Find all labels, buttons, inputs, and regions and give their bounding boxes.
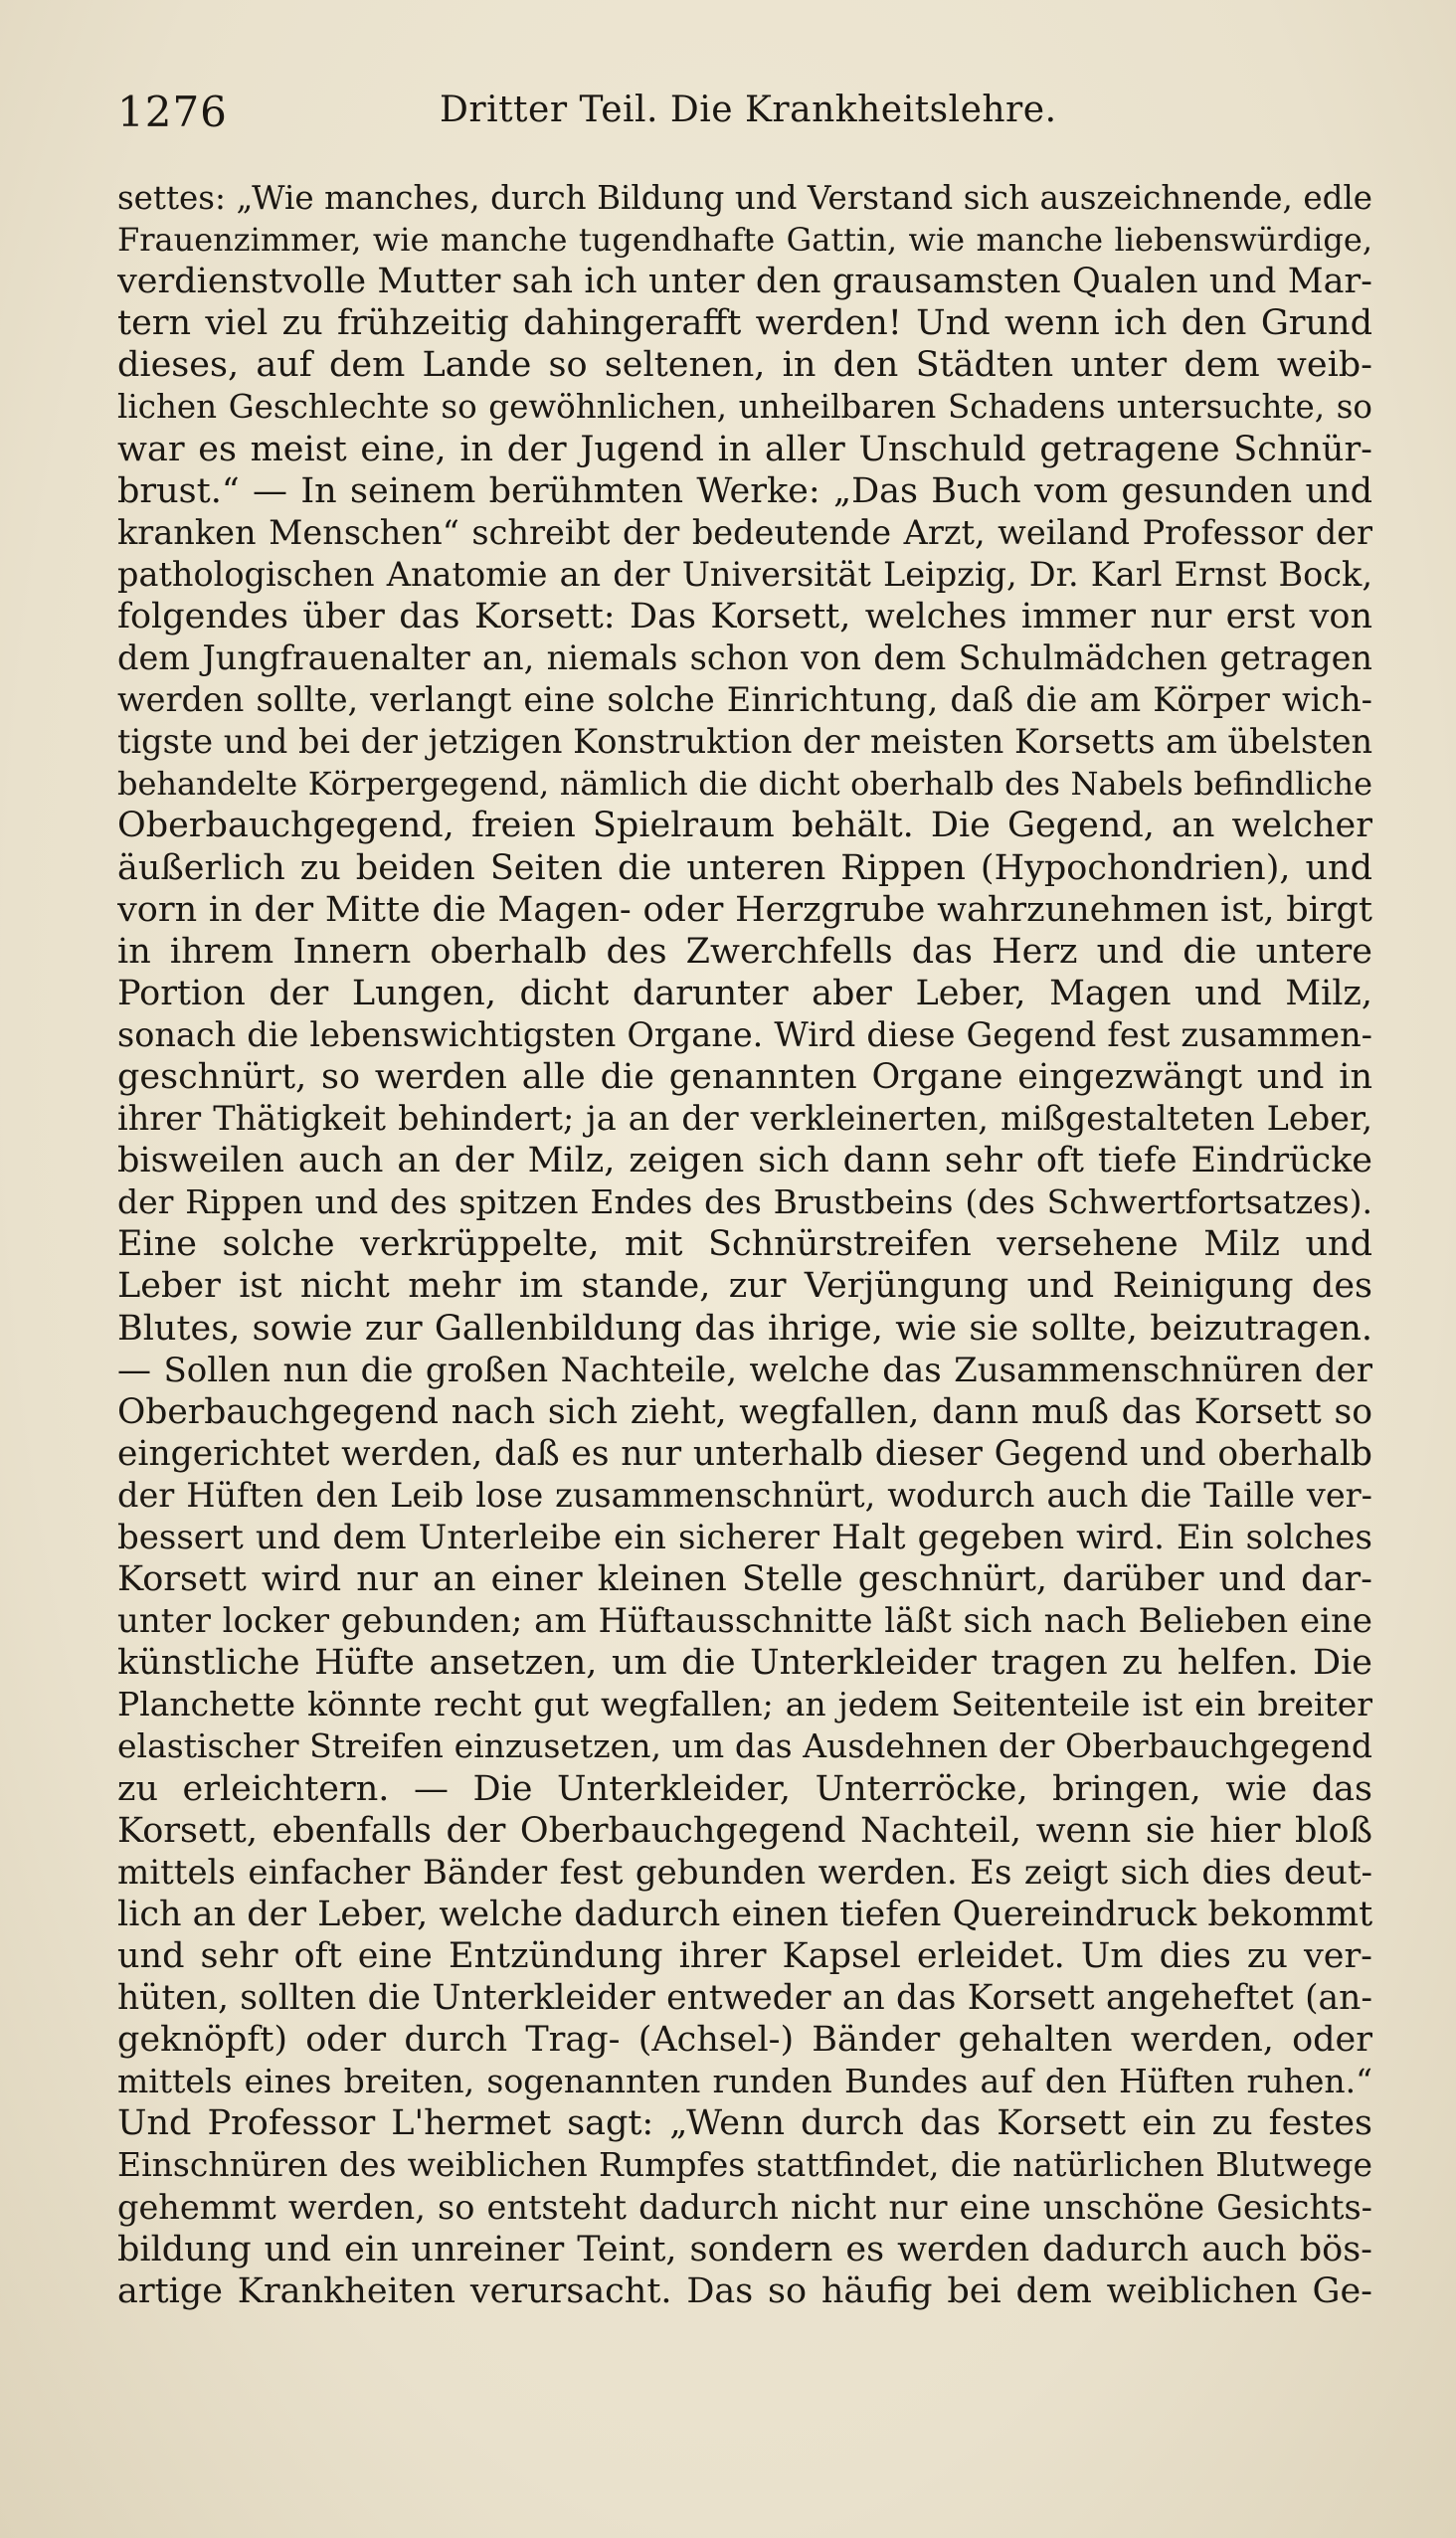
text-line: äußerlich zu beiden Seiten die unteren Rippen (Hypochondrien), und <box>117 847 1372 888</box>
text-line: mittels eines breiten, sogenannten runden Bundes auf den Hüften ruhen.“ <box>117 2062 1372 2101</box>
text-line: gehemmt werden, so entsteht dadurch nicht nur eine unschöne Gesichts- <box>117 2187 1372 2227</box>
page-number: 1276 <box>117 88 228 136</box>
text-line: bisweilen auch an der Milz, zeigen sich dann sehr oft tiefe Eindrücke <box>117 1141 1372 1181</box>
text-line: Eine solche verkrüppelte, mit Schnürstreifen versehene Milz und <box>117 1224 1372 1265</box>
text-line: hüten, sollten die Unterkleider entweder an das Korsett angeheftet (an- <box>117 1978 1372 2019</box>
text-line: brust.“ — In seinem berühmten Werke: „Das Buch vom gesunden und <box>117 470 1372 511</box>
text-line: — Sollen nun die großen Nachteile, welche das Zusammenschnüren der <box>117 1350 1372 1390</box>
text-line: geknöpft) oder durch Trag- (Achsel-) Bänder gehalten werden, oder <box>117 2020 1372 2061</box>
text-line: zu erleichtern. — Die Unterkleider, Unterröcke, bringen, wie das <box>117 1768 1372 1809</box>
text-line: der Rippen und des spitzen Endes des Brustbeins (des Schwertfortsatzes). <box>117 1182 1372 1222</box>
text-line: Oberbauchgegend nach sich zieht, wegfallen, dann muß das Korsett so <box>117 1391 1372 1432</box>
text-line: tigste und bei der jetzigen Konstruktion der meisten Korsetts am übelsten <box>117 722 1372 762</box>
text-line: folgendes über das Korsett: Das Korsett, welches immer nur erst von <box>117 596 1372 636</box>
text-line: lichen Geschlechte so gewöhnlichen, unheilbaren Schadens untersuchte, so <box>117 388 1372 427</box>
text-line: behandelte Körpergegend, nämlich die dicht oberhalb des Nabels befindliche <box>117 765 1372 804</box>
text-line: kranken Menschen“ schreibt der bedeutende Arzt, weiland Professor der <box>117 512 1372 552</box>
text-line: Blutes, sowie zur Gallenbildung das ihrige, wie sie sollte, beizutragen. <box>117 1308 1372 1349</box>
text-line: Korsett, ebenfalls der Oberbauchgegend Nachteil, wenn sie hier bloß <box>117 1810 1372 1851</box>
body-text <box>117 177 1372 2312</box>
text-line: bildung und ein unreiner Teint, sondern es werden dadurch auch bös- <box>117 2229 1372 2269</box>
text-line: elastischer Streifen einzusetzen, um das Ausdehnen der Oberbauchgegend <box>117 1726 1372 1766</box>
text-line: Oberbauchgegend, freien Spielraum behält. Die Gegend, an welcher <box>117 806 1372 846</box>
text-line: unter locker gebunden; am Hüftausschnitte läßt sich nach Belieben eine <box>117 1601 1372 1642</box>
text-line: tern viel zu frühzeitig dahingerafft werden! Und wenn ich den Grund <box>117 303 1372 344</box>
text-line: Einschnüren des weiblichen Rumpfes stattfindet, die natürlichen Blutwege <box>117 2145 1372 2185</box>
text-line: Leber ist nicht mehr im stande, zur Verjüngung und Reinigung des <box>117 1266 1372 1307</box>
text-line: bessert und dem Unterleibe ein sicherer Halt gegeben wird. Ein solches <box>117 1518 1372 1557</box>
text-line: Korsett wird nur an einer kleinen Stelle geschnürt, darüber und dar- <box>117 1559 1372 1600</box>
text-line: verdienstvolle Mutter sah ich unter den grausamsten Qualen und Mar- <box>117 262 1372 302</box>
text-line: eingerichtet werden, daß es nur unterhalb dieser Gegend und oberhalb <box>117 1433 1372 1474</box>
text-line: ihrer Thätigkeit behindert; ja an der verkleinerten, mißgestalteten Leber, <box>117 1099 1372 1139</box>
text-line: lich an der Leber, welche dadurch einen tiefen Quereindruck bekommt <box>117 1894 1372 1934</box>
text-line: settes: „Wie manches, durch Bildung und Verstand sich auszeichnende, edle <box>117 179 1372 217</box>
text-line: pathologischen Anatomie an der Universität Leipzig, Dr. Karl Ernst Bock, <box>117 554 1372 594</box>
text-line: dieses, auf dem Lande so seltenen, in den Städten unter dem weib- <box>117 345 1372 386</box>
running-head: Dritter Teil. Die Krankheitslehre. <box>440 90 1057 130</box>
text-line: Und Professor L'hermet sagt: „Wenn durch das Korsett ein zu festes <box>117 2103 1372 2144</box>
text-line: geschnürt, so werden alle die genannten Organe eingezwängt und in <box>117 1056 1372 1097</box>
text-line: mittels einfacher Bänder fest gebunden werden. Es zeigt sich dies deut- <box>117 1852 1372 1893</box>
text-line: Frauenzimmer, wie manche tugendhafte Gattin, wie manche liebenswürdige, <box>117 221 1372 260</box>
text-line: Planchette könnte recht gut wegfallen; an jedem Seitenteile ist ein breiter <box>117 1685 1372 1724</box>
text-line: vorn in der Mitte die Magen- oder Herzgrube wahrzunehmen ist, birgt <box>117 889 1372 930</box>
text-line: künstliche Hüfte ansetzen, um die Unterkleider tragen zu helfen. Die <box>117 1643 1372 1684</box>
text-line: sonach die lebenswichtigsten Organe. Wird diese Gegend fest zusammen- <box>117 1014 1372 1054</box>
text-line: artige Krankheiten verursacht. Das so häufig bei dem weiblichen Ge- <box>117 2270 1372 2311</box>
text-line: werden sollte, verlangt eine solche Einrichtung, daß die am Körper wich- <box>117 680 1372 720</box>
text-line: der Hüften den Leib lose zusammenschnürt, wodurch auch die Taille ver- <box>117 1475 1372 1515</box>
text-line: in ihrem Innern oberhalb des Zwerchfells das Herz und die untere <box>117 931 1372 972</box>
text-line: Portion der Lungen, dicht darunter aber Leber, Magen und Milz, <box>117 973 1372 1013</box>
text-line: dem Jungfrauenalter an, niemals schon von dem Schulmädchen getragen <box>117 638 1372 678</box>
text-line: und sehr oft eine Entzündung ihrer Kapsel erleidet. Um dies zu ver- <box>117 1935 1372 1976</box>
text-line: war es meist eine, in der Jugend in aller Unschuld getragene Schnür- <box>117 429 1372 469</box>
page-header <box>117 88 1372 147</box>
